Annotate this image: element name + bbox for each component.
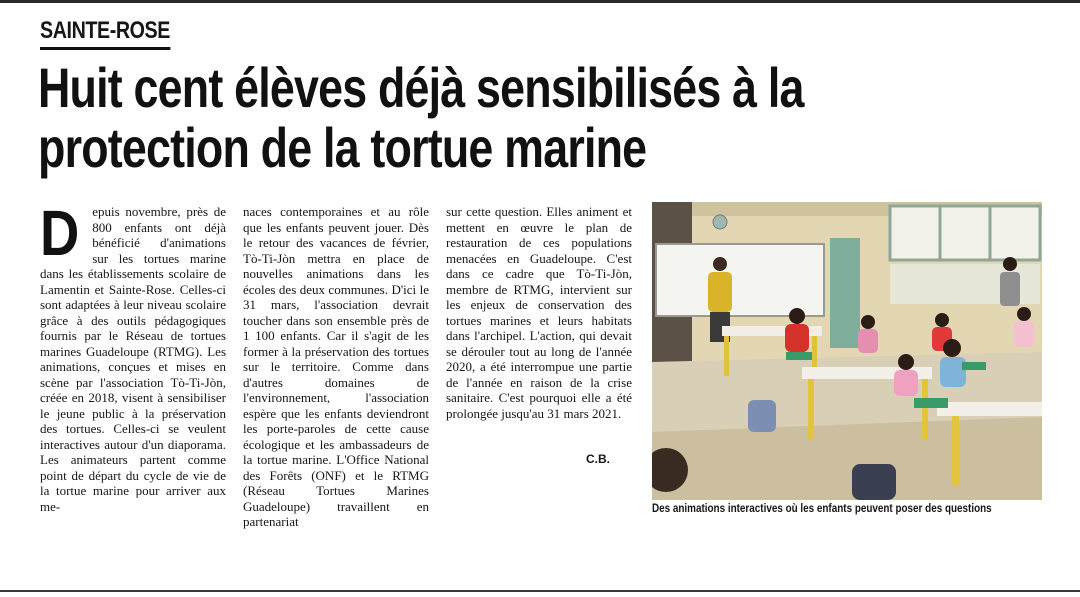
bottom-rule [0,590,1080,592]
classroom-photo [652,202,1042,500]
article-column-1 [40,197,226,514]
section-kicker: SAINTE-ROSE [40,16,170,50]
article-headline: Huit cent élèves déjà sensibilisés à la protection de la tortue marine [38,56,804,179]
author-signature: C.B. [586,452,610,466]
column-1-text: epuis novembre, près de 800 enfants ont déjà bénéficié d'animations sur les tortues marine dans les établissements scolaire de Lamentin et Sainte-Rose. Celles-ci sont adaptées à leur niveau scolaire grâce à des outils pédagogiques fournis par le Réseau de tortues marines Guadeloupe (RTMG). Les animations, conçues et mises en scène par l'association Tò-Ti-Jòn, créée en 2018, visent à sensibiliser le jeune public à la préservation des tortues. Celles-ci se veulent interactives autour d'un diaporama. Les animateurs partent comme point de départ du cycle de vie de la tortue marine pour arriver aux me- [40,204,226,514]
drop-cap: D [40,197,80,269]
article-column-2: naces contemporaines et au rôle que les enfants peuvent jouer. Dès le retour des vacances de février, Tò-Ti-Jòn mettra en place de nouvelles animations dans les écoles des deux communes. D'ici le 31 mars, l'association devrait toucher dans son ensemble près de 1 100 enfants. Car il s'agit de les former à la préservation des tortues sur le territoire. Comme dans d'autres domaines de l'environnement, l'association espère que les enfants deviendront les porte-paroles de cette cause écologique et les ambassadeurs de la tortue marine. L'Office National des Forêts (ONF) et le RTMG (Réseau Tortues Marines Guadeloupe) travaillent en partenariat [243,204,429,529]
top-rule [0,0,1080,3]
photo-caption: Des animations interactives où les enfants peuvent poser des questions [652,503,992,515]
classroom-illustration [652,202,1042,500]
article-column-3: sur cette question. Elles animent et mettent en œuvre le plan de restauration de ces populations menacées en Guadeloupe. C'est dans ce cadre que Tò-Ti-Jòn, membre de RTMG, intervient sur les enjeux de conservation des tortues marines et leurs habitats dans l'archipel. L'action, qui devait se dérouler tout au long de l'année 2020, a été interrompue une partie de l'année en raison de la crise sanitaire. C'est pourquoi elle a été prolongée jusqu'au 31 mars 2021. [446,204,632,421]
